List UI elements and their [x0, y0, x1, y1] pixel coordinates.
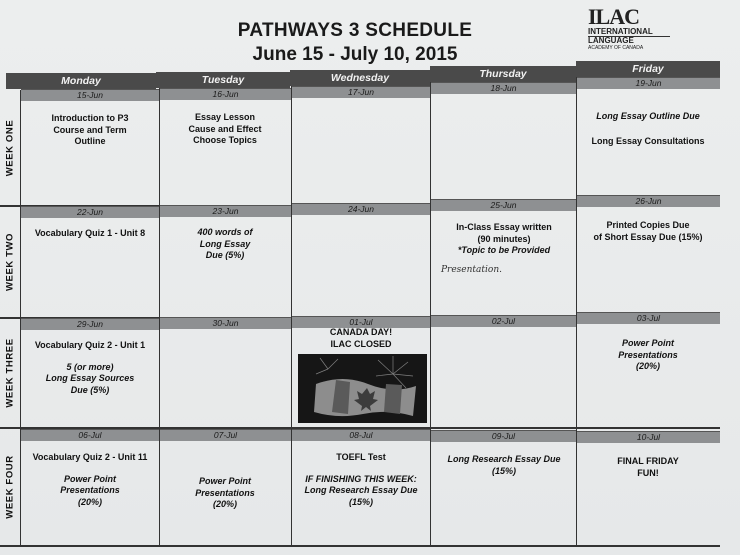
date-cell: 15-Jun — [21, 89, 159, 101]
day-header-tuesday: Tuesday — [156, 72, 290, 88]
ilac-logo — [588, 4, 670, 51]
date-cell: 03-Jul — [577, 312, 720, 324]
row-divider — [0, 545, 720, 547]
date-cell: 26-Jun — [577, 195, 720, 207]
photo-graphic — [298, 354, 427, 423]
handwritten-note: Presentation. — [441, 265, 502, 275]
date-cell: 18-Jun — [431, 82, 576, 94]
day-header-wednesday: Wednesday — [290, 70, 430, 86]
schedule-cell: 400 words of Long Essay Due (5%) — [197, 227, 253, 260]
schedule-cell: In-Class Essay written (90 minutes) *Topic to be Provided — [456, 222, 552, 255]
schedule-cell: FINAL FRIDAY FUN! — [617, 456, 679, 478]
logo-line-1: INTERNATIONAL — [588, 27, 653, 36]
date-cell: 07-Jul — [160, 429, 291, 441]
logo-mark: ILAC — [588, 4, 640, 29]
schedule-cell: Printed Copies Due of Short Essay Due (15%) — [593, 220, 703, 242]
date-cell: 23-Jun — [160, 205, 291, 217]
week-label-one: WEEK ONE — [0, 90, 21, 206]
schedule-cell: CANADA DAY! ILAC CLOSED — [329, 327, 393, 349]
page-title: PATHWAYS 3 SCHEDULE — [237, 20, 473, 41]
date-cell: 08-Jul — [292, 429, 430, 441]
week-label-three: WEEK THREE — [0, 318, 21, 428]
schedule-cell: Vocabulary Quiz 2 - Unit 11 Power Point Presentations (20%) — [32, 452, 148, 507]
week-label-four: WEEK FOUR — [0, 428, 21, 546]
date-cell: 29-Jun — [21, 318, 159, 330]
logo-line-2: LANGUAGE — [588, 36, 670, 45]
column-divider — [430, 82, 431, 546]
schedule-cell: TOEFL Test IF FINISHING THIS WEEK: Long Research Essay Due (15%) — [304, 452, 418, 507]
schedule-cell: Essay Lesson Cause and Effect Choose Topics — [188, 112, 262, 145]
date-cell: 19-Jun — [577, 77, 720, 89]
schedule-cell: Long Essay Outline Due Long Essay Consultations — [591, 111, 705, 146]
schedule-cell: Power Point Presentations (20%) — [618, 338, 678, 371]
week-label-two: WEEK TWO — [0, 206, 21, 318]
schedule-cell: Vocabulary Quiz 1 - Unit 8 — [34, 228, 146, 238]
schedule-cell: Power Point Presentations (20%) — [195, 476, 255, 509]
date-cell: 16-Jun — [160, 88, 291, 100]
day-header-friday: Friday — [576, 61, 720, 77]
date-cell: 22-Jun — [21, 206, 159, 218]
schedule-cell: Long Research Essay Due (15%) — [447, 454, 561, 476]
page-subtitle: June 15 - July 10, 2015 — [252, 44, 458, 65]
date-cell: 02-Jul — [431, 315, 576, 327]
canada-flag-fireworks-image — [298, 354, 427, 423]
day-header-monday: Monday — [6, 73, 156, 89]
date-cell: 25-Jun — [431, 199, 576, 211]
date-cell: 30-Jun — [160, 317, 291, 329]
date-cell: 09-Jul — [431, 430, 576, 442]
date-cell: 10-Jul — [577, 431, 720, 443]
date-cell: 24-Jun — [292, 203, 430, 215]
date-cell: 06-Jul — [21, 429, 159, 441]
date-cell: 17-Jun — [292, 86, 430, 98]
schedule-cell: Introduction to P3 Course and Term Outline — [51, 113, 129, 146]
logo-line-3: ACADEMY OF CANADA — [588, 45, 644, 51]
schedule-cell: Vocabulary Quiz 2 - Unit 1 5 (or more) Long Essay Sources Due (5%) — [34, 340, 146, 395]
day-header-thursday: Thursday — [430, 66, 576, 82]
date-cell: 01-Jul — [292, 316, 430, 328]
